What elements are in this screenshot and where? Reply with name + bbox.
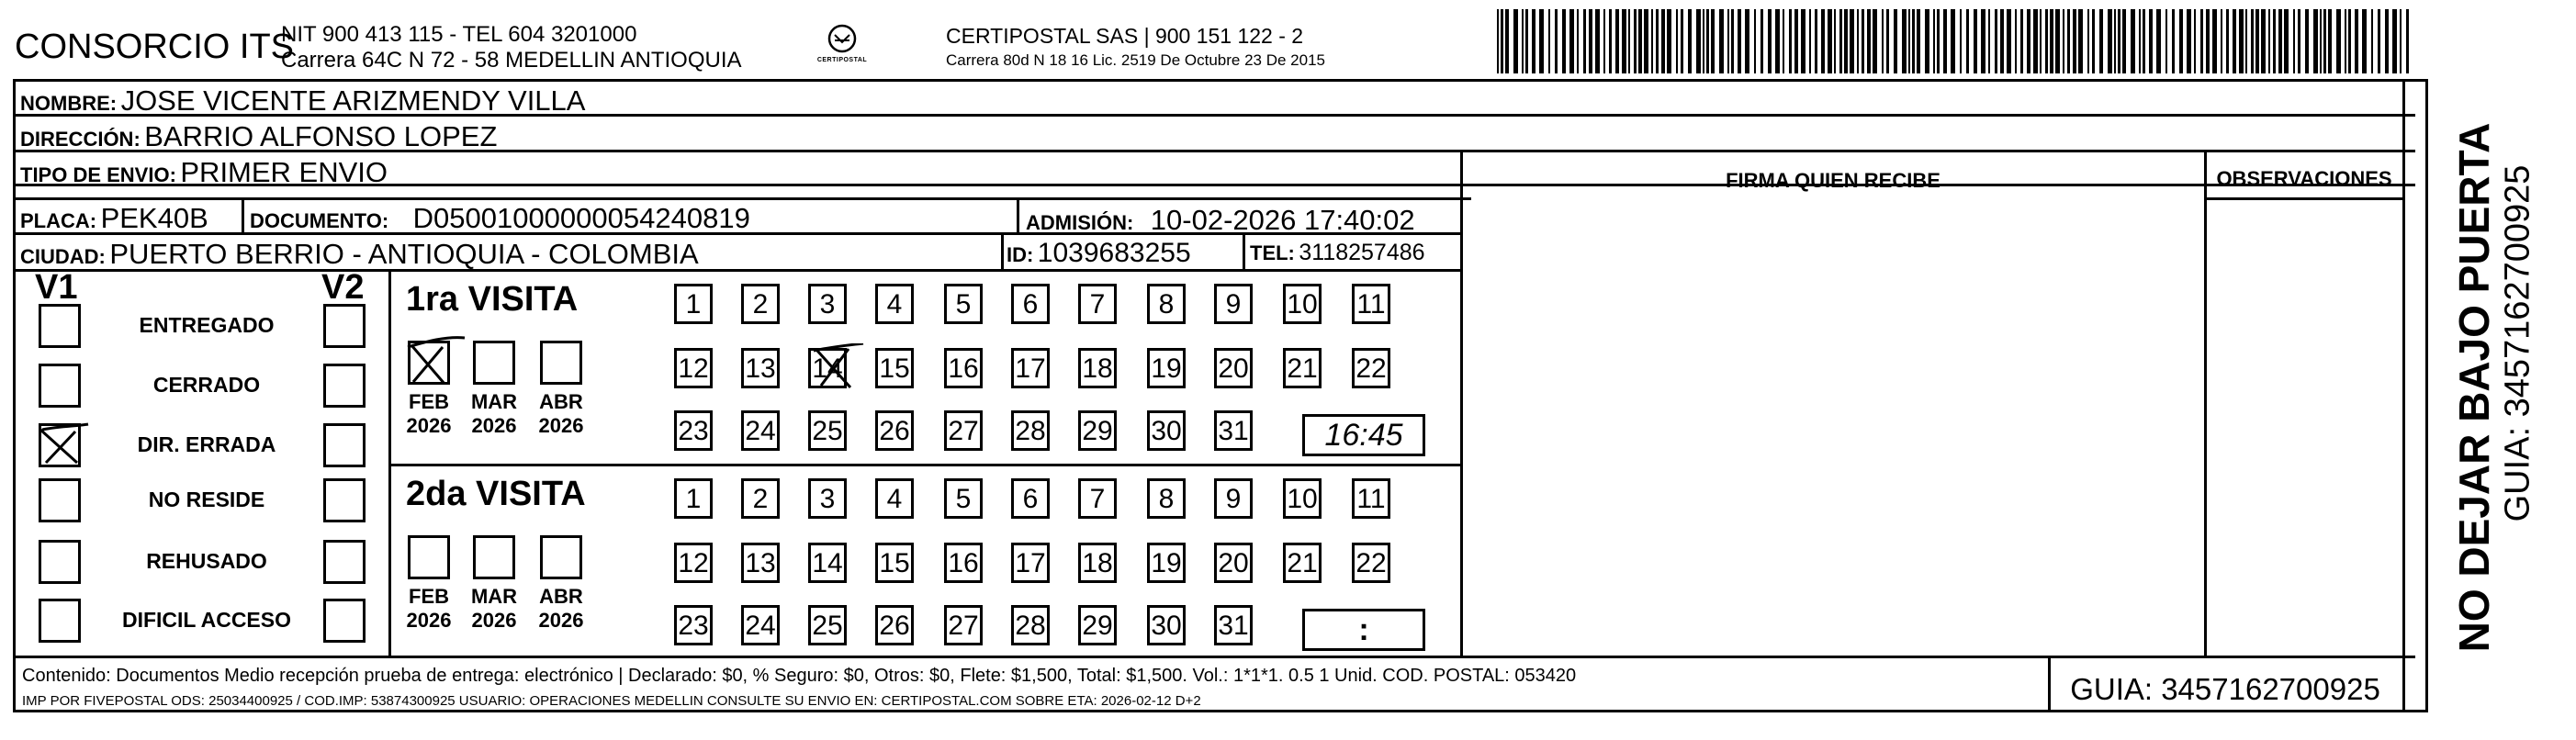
day-box[interactable]: 21 [1283,543,1322,583]
tipo-envio-value: PRIMER ENVIO [180,156,388,188]
observaciones-header: OBSERVACIONES [2216,167,2392,190]
day-box[interactable]: 23 [674,605,713,645]
id-row [1007,238,1191,269]
v1-checkbox[interactable] [39,423,81,467]
day-box[interactable]: 24 [741,410,780,451]
tel-value: 3118257486 [1299,240,1425,265]
day-box[interactable]: 27 [944,410,983,451]
firma-header: FIRMA QUIEN RECIBE [1726,169,1940,192]
day-box[interactable]: 1 [674,478,713,519]
day-box[interactable]: 29 [1078,410,1117,451]
day-box[interactable]: 18 [1078,543,1117,583]
visit-time-box[interactable]: 16:45 [1302,414,1425,456]
documento-row [250,202,750,235]
day-box[interactable]: 16 [944,348,983,388]
month-checkbox[interactable] [540,341,582,385]
side-guia: GUIA: 3457162700925 [2498,164,2537,522]
direccion-value: BARRIO ALFONSO LOPEZ [144,120,498,152]
month-label [462,585,526,633]
day-box[interactable]: 22 [1352,348,1390,388]
v2-checkbox[interactable] [323,364,366,408]
day-box[interactable]: 11 [1352,284,1390,324]
v2-checkbox[interactable] [323,599,366,643]
admision-value: 10-02-2026 17:40:02 [1150,204,1415,236]
id-value: 1039683255 [1037,238,1191,268]
ciudad-value: PUERTO BERRIO - ANTIOQUIA - COLOMBIA [109,238,699,270]
day-box[interactable]: 31 [1214,410,1253,451]
tel-row [1250,240,1425,266]
day-box[interactable]: 23 [674,410,713,451]
day-box[interactable]: 28 [1011,605,1050,645]
day-box[interactable]: 10 [1283,478,1322,519]
month-name: FEB [409,585,449,608]
day-box[interactable]: 20 [1214,543,1253,583]
v1-checkbox[interactable] [39,478,81,522]
day-box[interactable]: 19 [1147,348,1186,388]
status-option-label: DIFICIL ACCESO [121,608,291,632]
v2-checkbox[interactable] [323,423,366,467]
month-label [397,390,461,438]
status-option-label: REHUSADO [146,549,267,573]
month-label [529,585,593,633]
v1-checkbox[interactable] [39,304,81,348]
v2-header: V2 [321,268,365,307]
day-box[interactable]: 24 [741,605,780,645]
day-box[interactable]: 27 [944,605,983,645]
v2-checkbox[interactable] [323,478,366,522]
day-box[interactable]: 15 [875,543,914,583]
day-box[interactable]: 26 [875,410,914,451]
day-box[interactable]: 21 [1283,348,1322,388]
month-year: 2026 [406,414,452,437]
day-box[interactable]: 12 [674,348,713,388]
month-name: MAR [470,585,518,608]
month-checkbox[interactable] [473,535,515,579]
month-label [529,390,593,438]
certipostal-logo [810,22,874,73]
side-warning: NO DEJAR BAJO PUERTA [2450,122,2498,653]
courier-address: Carrera 80d N 18 16 Lic. 2519 De Octubre 23 De 2015 [946,51,1325,69]
v1-checkbox[interactable] [39,364,81,408]
footer-contenido: Contenido: Documentos Medio recepción prueba de entrega: electrónico | Declarado: $0, % Seguro: $0, Otros: $0, Flete: $1,500, Total: $1,500. Vol.: 1*1*1. 0.5 1 Unid. COD. POSTAL: 053420 [22,666,1577,686]
day-box[interactable]: 22 [1352,543,1390,583]
ciudad-row [20,238,699,271]
day-box[interactable]: 9 [1214,284,1253,324]
month-year: 2026 [406,609,452,632]
ciudad-label: CIUDAD: [20,245,106,268]
day-box[interactable]: 12 [674,543,713,583]
company-address: Carrera 64C N 72 - 58 MEDELLIN ANTIOQUIA [281,48,742,73]
id-label: ID: [1007,243,1034,266]
documento-value: D05001000000054240819 [412,202,750,234]
day-box[interactable]: 13 [741,348,780,388]
day-box[interactable]: 3 [808,478,847,519]
day-box[interactable]: 2 [741,478,780,519]
company-nit: NIT 900 413 115 - TEL 604 3201000 [281,22,637,47]
day-box[interactable]: 30 [1147,410,1186,451]
nombre-label: NOMBRE: [20,92,118,115]
month-year: 2026 [471,609,517,632]
day-box[interactable]: 20 [1214,348,1253,388]
day-box[interactable]: 25 [808,605,847,645]
month-label [462,390,526,438]
day-box[interactable]: 7 [1078,478,1117,519]
month-checkbox[interactable] [408,341,450,385]
day-box[interactable]: 8 [1147,284,1186,324]
month-name: FEB [409,390,449,413]
day-box[interactable]: 3 [808,284,847,324]
month-name: MAR [470,390,518,413]
day-box[interactable]: 9 [1214,478,1253,519]
visit-title: 1ra VISITA [406,280,579,319]
status-option-label: DIR. ERRADA [137,432,276,456]
month-checkbox[interactable] [540,535,582,579]
month-name: ABR [539,390,583,413]
day-box[interactable]: 4 [875,284,914,324]
status-option-label: NO RESIDE [148,488,265,511]
status-option-label: ENTREGADO [139,313,275,337]
day-box[interactable]: 11 [1352,478,1390,519]
month-checkbox[interactable] [473,341,515,385]
day-box[interactable]: 31 [1214,605,1253,645]
placa-label: PLACA: [20,209,97,232]
day-box[interactable]: 25 [808,410,847,451]
admision-row [1026,204,1415,237]
day-box[interactable]: 17 [1011,543,1050,583]
month-name: ABR [539,585,583,608]
day-box[interactable]: 1 [674,284,713,324]
direccion-label: DIRECCIÓN: [20,128,141,151]
direccion-row [20,120,497,153]
day-box[interactable]: 15 [875,348,914,388]
month-year: 2026 [538,414,584,437]
nombre-row [20,84,585,118]
tel-label: TEL: [1250,241,1295,264]
placa-row [20,202,208,235]
day-box[interactable]: 5 [944,284,983,324]
day-box[interactable]: 29 [1078,605,1117,645]
day-box[interactable]: 6 [1011,478,1050,519]
v2-checkbox[interactable] [323,304,366,348]
day-box[interactable]: 30 [1147,605,1186,645]
day-box[interactable]: 18 [1078,348,1117,388]
v1-checkbox[interactable] [39,599,81,643]
logo-caption: CERTIPOSTAL [816,57,868,63]
visit-title: 2da VISITA [406,475,586,513]
barcode [1497,9,2417,73]
day-box[interactable]: 13 [741,543,780,583]
placa-value: PEK40B [100,202,208,234]
day-box[interactable]: 28 [1011,410,1050,451]
day-box[interactable]: 7 [1078,284,1117,324]
status-option-label: CERRADO [152,373,261,397]
month-label [397,585,461,633]
tipo-envio-row [20,156,388,189]
company-name: CONSORCIO ITS [15,28,295,66]
v2-checkbox[interactable] [323,540,366,584]
month-checkbox[interactable] [408,535,450,579]
day-box[interactable]: 2 [741,284,780,324]
footer-imp: IMP POR FIVEPOSTAL ODS: 25034400925 / COD.IMP: 53874300925 USUARIO: OPERACIONES MEDELLIN CONSULTE SU ENVIO EN: CERTIPOSTAL.COM SOBRE ETA: 2026-02-12 D+2 [22,693,1201,709]
v1-checkbox[interactable] [39,540,81,584]
day-box[interactable]: 8 [1147,478,1186,519]
admision-label: ADMISIÓN: [1026,211,1134,234]
day-box[interactable]: 26 [875,605,914,645]
courier-name: CERTIPOSTAL SAS | 900 151 122 - 2 [946,24,1304,48]
day-box[interactable]: 17 [1011,348,1050,388]
day-box[interactable]: 4 [875,478,914,519]
month-year: 2026 [538,609,584,632]
visit-time-box[interactable]: : [1302,609,1425,651]
day-box[interactable]: 16 [944,543,983,583]
day-box[interactable]: 14 [808,348,847,388]
v1-header: V1 [35,268,78,307]
footer-guia: GUIA: 3457162700925 [2070,672,2380,706]
documento-label: DOCUMENTO: [250,209,389,232]
tipo-envio-label: TIPO DE ENVIO: [20,163,176,186]
day-box[interactable]: 14 [808,543,847,583]
day-box[interactable]: 6 [1011,284,1050,324]
day-box[interactable]: 10 [1283,284,1322,324]
month-year: 2026 [471,414,517,437]
day-box[interactable]: 5 [944,478,983,519]
nombre-value: JOSE VICENTE ARIZMENDY VILLA [120,84,586,117]
day-box[interactable]: 19 [1147,543,1186,583]
